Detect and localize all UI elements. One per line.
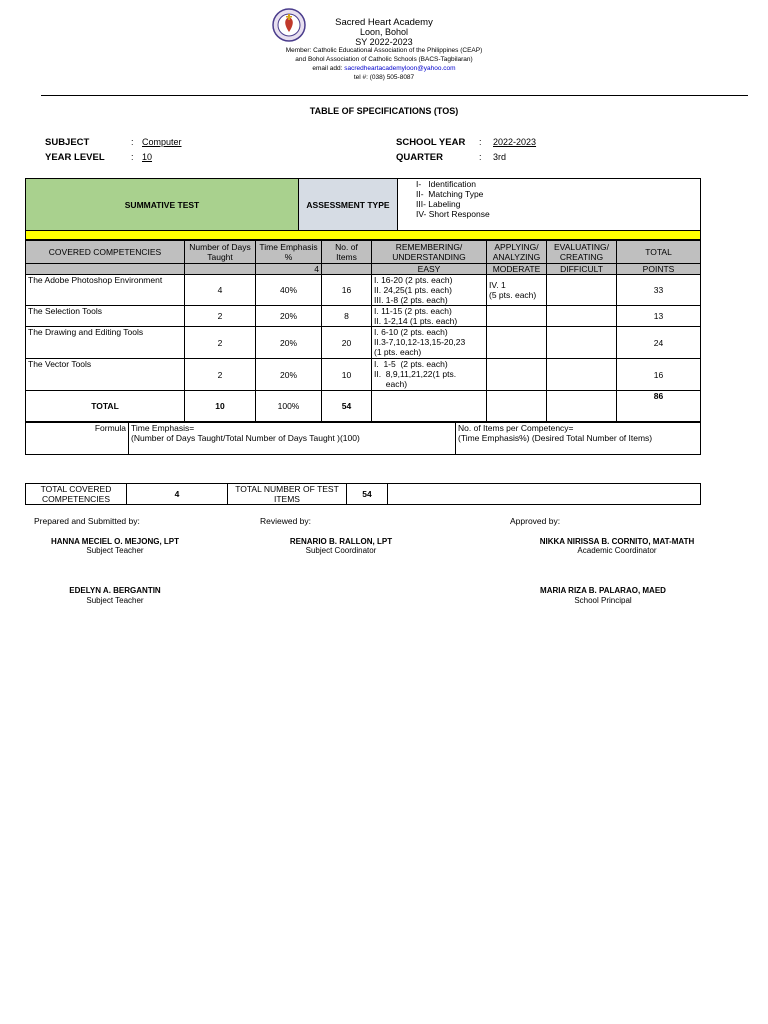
row-points: 13 (617, 306, 701, 327)
membership-line-1: Member: Catholic Educational Association of the Philippines (CEAP) (285, 47, 483, 54)
formula-right-line1: No. of Items per Competency= (458, 423, 574, 433)
row-difficult (547, 327, 617, 359)
row-moderate (487, 327, 547, 359)
row-points: 24 (617, 327, 701, 359)
prepared-by-label: Prepared and Submitted by: (34, 516, 140, 526)
easy-line: each) (374, 379, 408, 389)
summary-table (25, 483, 701, 505)
total-empty (547, 391, 617, 422)
table-row (26, 275, 701, 306)
table-header-row (26, 241, 701, 264)
page-title: TABLE OF SPECIFICATIONS (TOS) (309, 106, 459, 116)
moderate-line: IV. 1 (489, 280, 506, 290)
row-moderate (487, 359, 547, 391)
formula-left-line2: (Number of Days Taught/Total Number of Days Taught )(100) (131, 433, 360, 443)
total-empty (372, 391, 487, 422)
row-difficult (547, 359, 617, 391)
total-empty (487, 391, 547, 422)
signatory-role: School Principal (574, 596, 632, 605)
row-competency: The Selection Tools (26, 306, 185, 327)
telephone-line: tel #: (038) 505-8087 (353, 74, 415, 81)
table-row (26, 306, 701, 327)
easy-line: II.3-7,10,12-13,15-20,23 (374, 337, 466, 347)
row-points: 16 (617, 359, 701, 391)
row-items: 20 (322, 327, 372, 359)
year-level-colon: : (131, 152, 134, 162)
easy-line: II. 1-2,14 (1 pts. each) (374, 316, 458, 326)
easy-line: II. 24,25(1 pts. each) (374, 285, 452, 295)
assessment-type-item: II- Matching Type (416, 189, 484, 199)
assessment-table (25, 178, 701, 240)
total-covered-label: TOTAL COVERED COMPETENCIES (26, 484, 127, 505)
total-emphasis: 100% (256, 391, 322, 422)
email-link[interactable]: sacredheartacademyloon@yahoo.com (344, 65, 456, 72)
school-year-colon: : (479, 137, 482, 147)
formula-items-per-competency (456, 423, 701, 455)
subject-colon: : (131, 137, 134, 147)
easy-line: III. 1-8 (2 pts. each) (374, 295, 448, 305)
header-evaluating: EVALUATING/ CREATING (547, 241, 617, 264)
subheader-empty (26, 264, 185, 275)
year-level-label: YEAR LEVEL (45, 152, 105, 163)
assessment-type-item: IV- Short Response (416, 209, 490, 219)
total-days: 10 (185, 391, 256, 422)
assessment-type-item: I- Identification (416, 179, 477, 189)
year-level-value: 10 (142, 152, 153, 162)
row-competency: The Drawing and Editing Tools (26, 327, 185, 359)
moderate-line: (5 pts. each) (489, 290, 537, 300)
row-easy (372, 306, 487, 327)
school-year-label: SCHOOL YEAR (396, 137, 466, 148)
row-competency: The Vector Tools (26, 359, 185, 391)
subheader-empty (185, 264, 256, 275)
row-points: 33 (617, 275, 701, 306)
subheader-points: POINTS (617, 264, 701, 275)
formula-label: Formula (26, 423, 129, 455)
table-subheader-row (26, 264, 701, 275)
email-label: email add: (312, 65, 343, 72)
signatory-name: EDELYN A. BERGANTIN (69, 586, 161, 595)
row-items: 10 (322, 359, 372, 391)
row-easy (372, 359, 487, 391)
subject-value: Computer (142, 137, 182, 147)
subject-label: SUBJECT (45, 137, 90, 148)
school-year-line: SY 2022-2023 (355, 37, 413, 47)
signatory-role: Academic Coordinator (577, 546, 657, 555)
row-items: 8 (322, 306, 372, 327)
total-label: TOTAL (26, 391, 185, 422)
row-items: 16 (322, 275, 372, 306)
assessment-types-list (398, 179, 701, 231)
row-emphasis: 20% (256, 306, 322, 327)
approved-by-label: Approved by: (510, 516, 561, 526)
quarter-value: 3rd (493, 152, 507, 162)
header-days: Number of Days Taught (185, 241, 256, 264)
total-covered-value: 4 (127, 484, 228, 505)
total-items-value: 54 (347, 484, 388, 505)
row-emphasis: 20% (256, 359, 322, 391)
assessment-type-item: III- Labeling (416, 199, 461, 209)
yellow-divider-row (26, 231, 701, 240)
row-days: 2 (185, 359, 256, 391)
summary-empty (388, 484, 701, 505)
row-difficult (547, 306, 617, 327)
signatory-name: MARIA RIZA B. PALARAO, MAED (540, 586, 666, 595)
header-divider (41, 95, 748, 96)
row-difficult (547, 275, 617, 306)
subheader-difficult: DIFFICULT (547, 264, 617, 275)
signatory-role: Subject Coordinator (305, 546, 377, 555)
subheader-emphasis-num: 4 (256, 264, 322, 275)
header-items: No. of Items (322, 241, 372, 264)
quarter-label: QUARTER (396, 152, 443, 163)
signatory-role: Subject Teacher (86, 596, 144, 605)
table-row (26, 359, 701, 391)
tos-table (25, 240, 701, 422)
signatory-role: Subject Teacher (86, 546, 144, 555)
formula-table (25, 422, 701, 455)
reviewed-by-label: Reviewed by: (260, 516, 312, 526)
row-moderate (487, 306, 547, 327)
row-days: 4 (185, 275, 256, 306)
summative-test-cell: SUMMATIVE TEST (26, 179, 299, 231)
header-applying: APPLYING/ ANALYZING (487, 241, 547, 264)
signatory-name: RENARIO B. RALLON, LPT (289, 537, 393, 546)
signatory-name: NIKKA NIRISSA B. CORNITO, MAT-MATH (539, 537, 695, 546)
subheader-easy: EASY (372, 264, 487, 275)
easy-line: I. 1-5 (2 pts. each) (374, 359, 448, 369)
header-emphasis: Time Emphasis % (256, 241, 322, 264)
easy-line: II. 8,9,11,21,22(1 pts. (374, 369, 457, 379)
row-easy (372, 275, 487, 306)
membership-line-2: and Bohol Association of Catholic Schools (BACS-Tagbilaran) (295, 56, 473, 63)
easy-line: I. 6-10 (2 pts. each) (374, 327, 448, 337)
assessment-type-cell: ASSESSMENT TYPE (299, 179, 398, 231)
row-days: 2 (185, 306, 256, 327)
row-easy (372, 327, 487, 359)
subheader-moderate: MODERATE (487, 264, 547, 275)
subheader-empty (322, 264, 372, 275)
row-days: 2 (185, 327, 256, 359)
easy-line: I. 11-15 (2 pts. each) (374, 306, 452, 316)
row-moderate (487, 275, 547, 306)
school-year-value: 2022-2023 (493, 137, 537, 147)
row-emphasis: 20% (256, 327, 322, 359)
total-row (26, 391, 701, 422)
email-line (234, 65, 534, 72)
row-competency: The Adobe Photoshop Environment (26, 275, 185, 306)
formula-time-emphasis (129, 423, 456, 455)
header-remembering: REMEMBERING/ UNDERSTANDING (372, 241, 487, 264)
easy-line: I. 16-20 (2 pts. each) (374, 275, 453, 285)
row-emphasis: 40% (256, 275, 322, 306)
total-items: 54 (322, 391, 372, 422)
header-competencies: COVERED COMPETENCIES (26, 241, 185, 264)
table-row (26, 327, 701, 359)
quarter-colon: : (479, 152, 482, 162)
formula-right-line2: (Time Emphasis%) (Desired Total Number of Items) (458, 433, 653, 443)
total-points: 86 (617, 391, 701, 422)
school-location: Loon, Bohol (359, 27, 409, 37)
formula-left-line1: Time Emphasis= (131, 423, 195, 433)
easy-line: (1 pts. each) (374, 347, 422, 357)
school-name: Sacred Heart Academy (335, 17, 433, 28)
header-total: TOTAL (617, 241, 701, 264)
total-items-label: TOTAL NUMBER OF TEST ITEMS (228, 484, 347, 505)
signatory-name: HANNA MECIEL O. MEJONG, LPT (50, 537, 179, 546)
